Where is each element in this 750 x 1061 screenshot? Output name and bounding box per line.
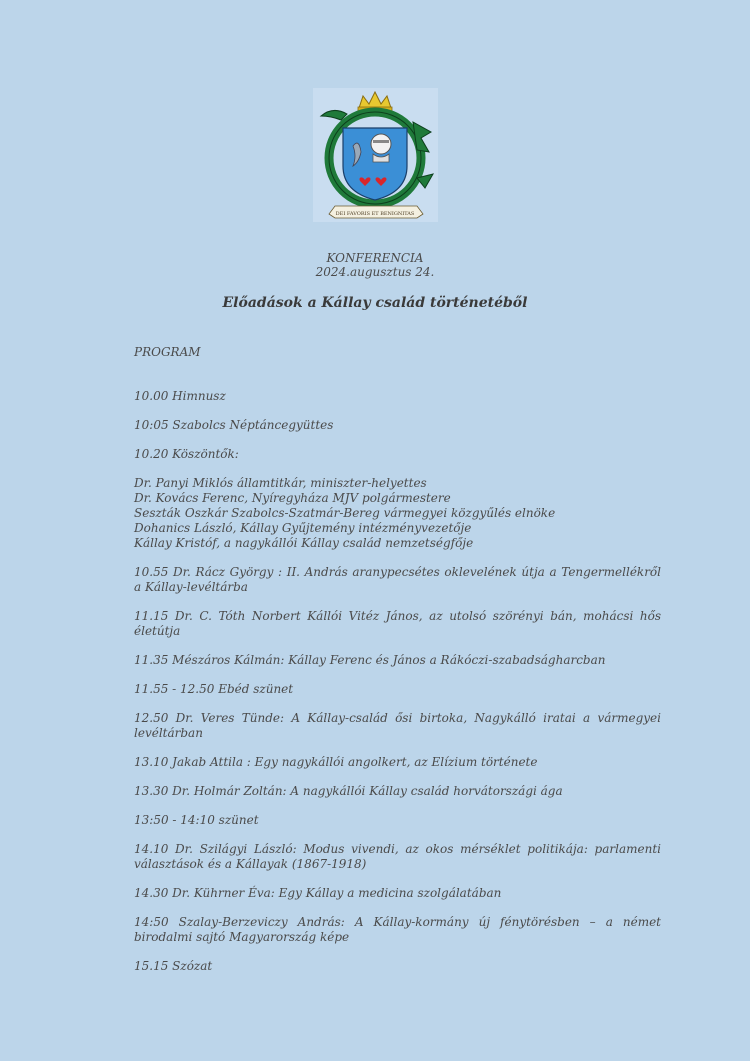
greeter: Dr. Panyi Miklós államtitkár, miniszter-helyettes	[134, 476, 427, 490]
agenda-item: 10.55 Dr. Rácz György : II. András aranypecsétes oklevelének útja a Tengermellékről a Kállay-levéltárba	[134, 565, 661, 594]
agenda-item: 11.35 Mészáros Kálmán: Kállay Ferenc és János a Rákóczi-szabadságharcban	[134, 653, 606, 667]
greeter: Dohanics László, Kállay Gyűjtemény intézményvezetője	[134, 521, 472, 535]
conference-date: 2024.augusztus 24.	[315, 265, 435, 279]
conference-label: KONFERENCIA	[326, 251, 424, 265]
motto-text: DEI FAVORIS ET BENIGNITAS	[335, 211, 415, 217]
greeter: Dr. Kovács Ferenc, Nyíregyháza MJV polgármestere	[134, 491, 451, 505]
page-title: Előadások a Kállay család történetéből	[222, 295, 528, 311]
agenda-list	[134, 389, 661, 988]
agenda-item: 13.10 Jakab Attila : Egy nagykállói angolkert, az Elízium története	[134, 755, 538, 769]
agenda-item: 14.30 Dr. Kührner Éva: Egy Kállay a medicina szolgálatában	[134, 886, 502, 900]
agenda-item: 10.20 Köszöntők:	[134, 447, 239, 461]
agenda-item: 13.30 Dr. Holmár Zoltán: A nagykállói Kállay család horvátországi ága	[134, 784, 563, 798]
family-crest-emblem	[313, 88, 438, 222]
agenda-item: 13:50 - 14:10 szünet	[134, 813, 259, 827]
agenda-item: 11.55 - 12.50 Ebéd szünet	[134, 682, 294, 696]
agenda-item: 15.15 Szózat	[134, 959, 213, 973]
agenda-item: 14.10 Dr. Szilágyi László: Modus vivendi, az okos mérséklet politikája: parlamenti választások és a Kállayak (1867-1918)	[134, 842, 661, 871]
agenda-item: 14:50 Szalay-Berzeviczy András: A Kállay-kormány új fénytörésben – a német birodalmi sajtó Magyarország képe	[134, 915, 661, 944]
greeter: Seszták Oszkár Szabolcs-Szatmár-Bereg vármegyei közgyűlés elnöke	[134, 506, 556, 520]
agenda-item: 11.15 Dr. C. Tóth Norbert Kállói Vitéz János, az utolsó szörényi bán, mohácsi hős életútja	[134, 609, 661, 638]
motto-banner	[329, 206, 423, 218]
greeter: Kállay Kristóf, a nagykállói Kállay család nemzetségfője	[134, 536, 474, 550]
agenda-item: 10:05 Szabolcs Néptáncegyüttes	[134, 418, 334, 432]
greeters-list	[134, 476, 661, 551]
agenda-item: 12.50 Dr. Veres Tünde: A Kállay-család ősi birtoka, Nagykálló iratai a vármegyei levéltárban	[134, 711, 661, 740]
program-label: PROGRAM	[134, 345, 201, 359]
agenda-item: 10.00 Himnusz	[134, 389, 226, 403]
shield-icon	[343, 128, 407, 200]
